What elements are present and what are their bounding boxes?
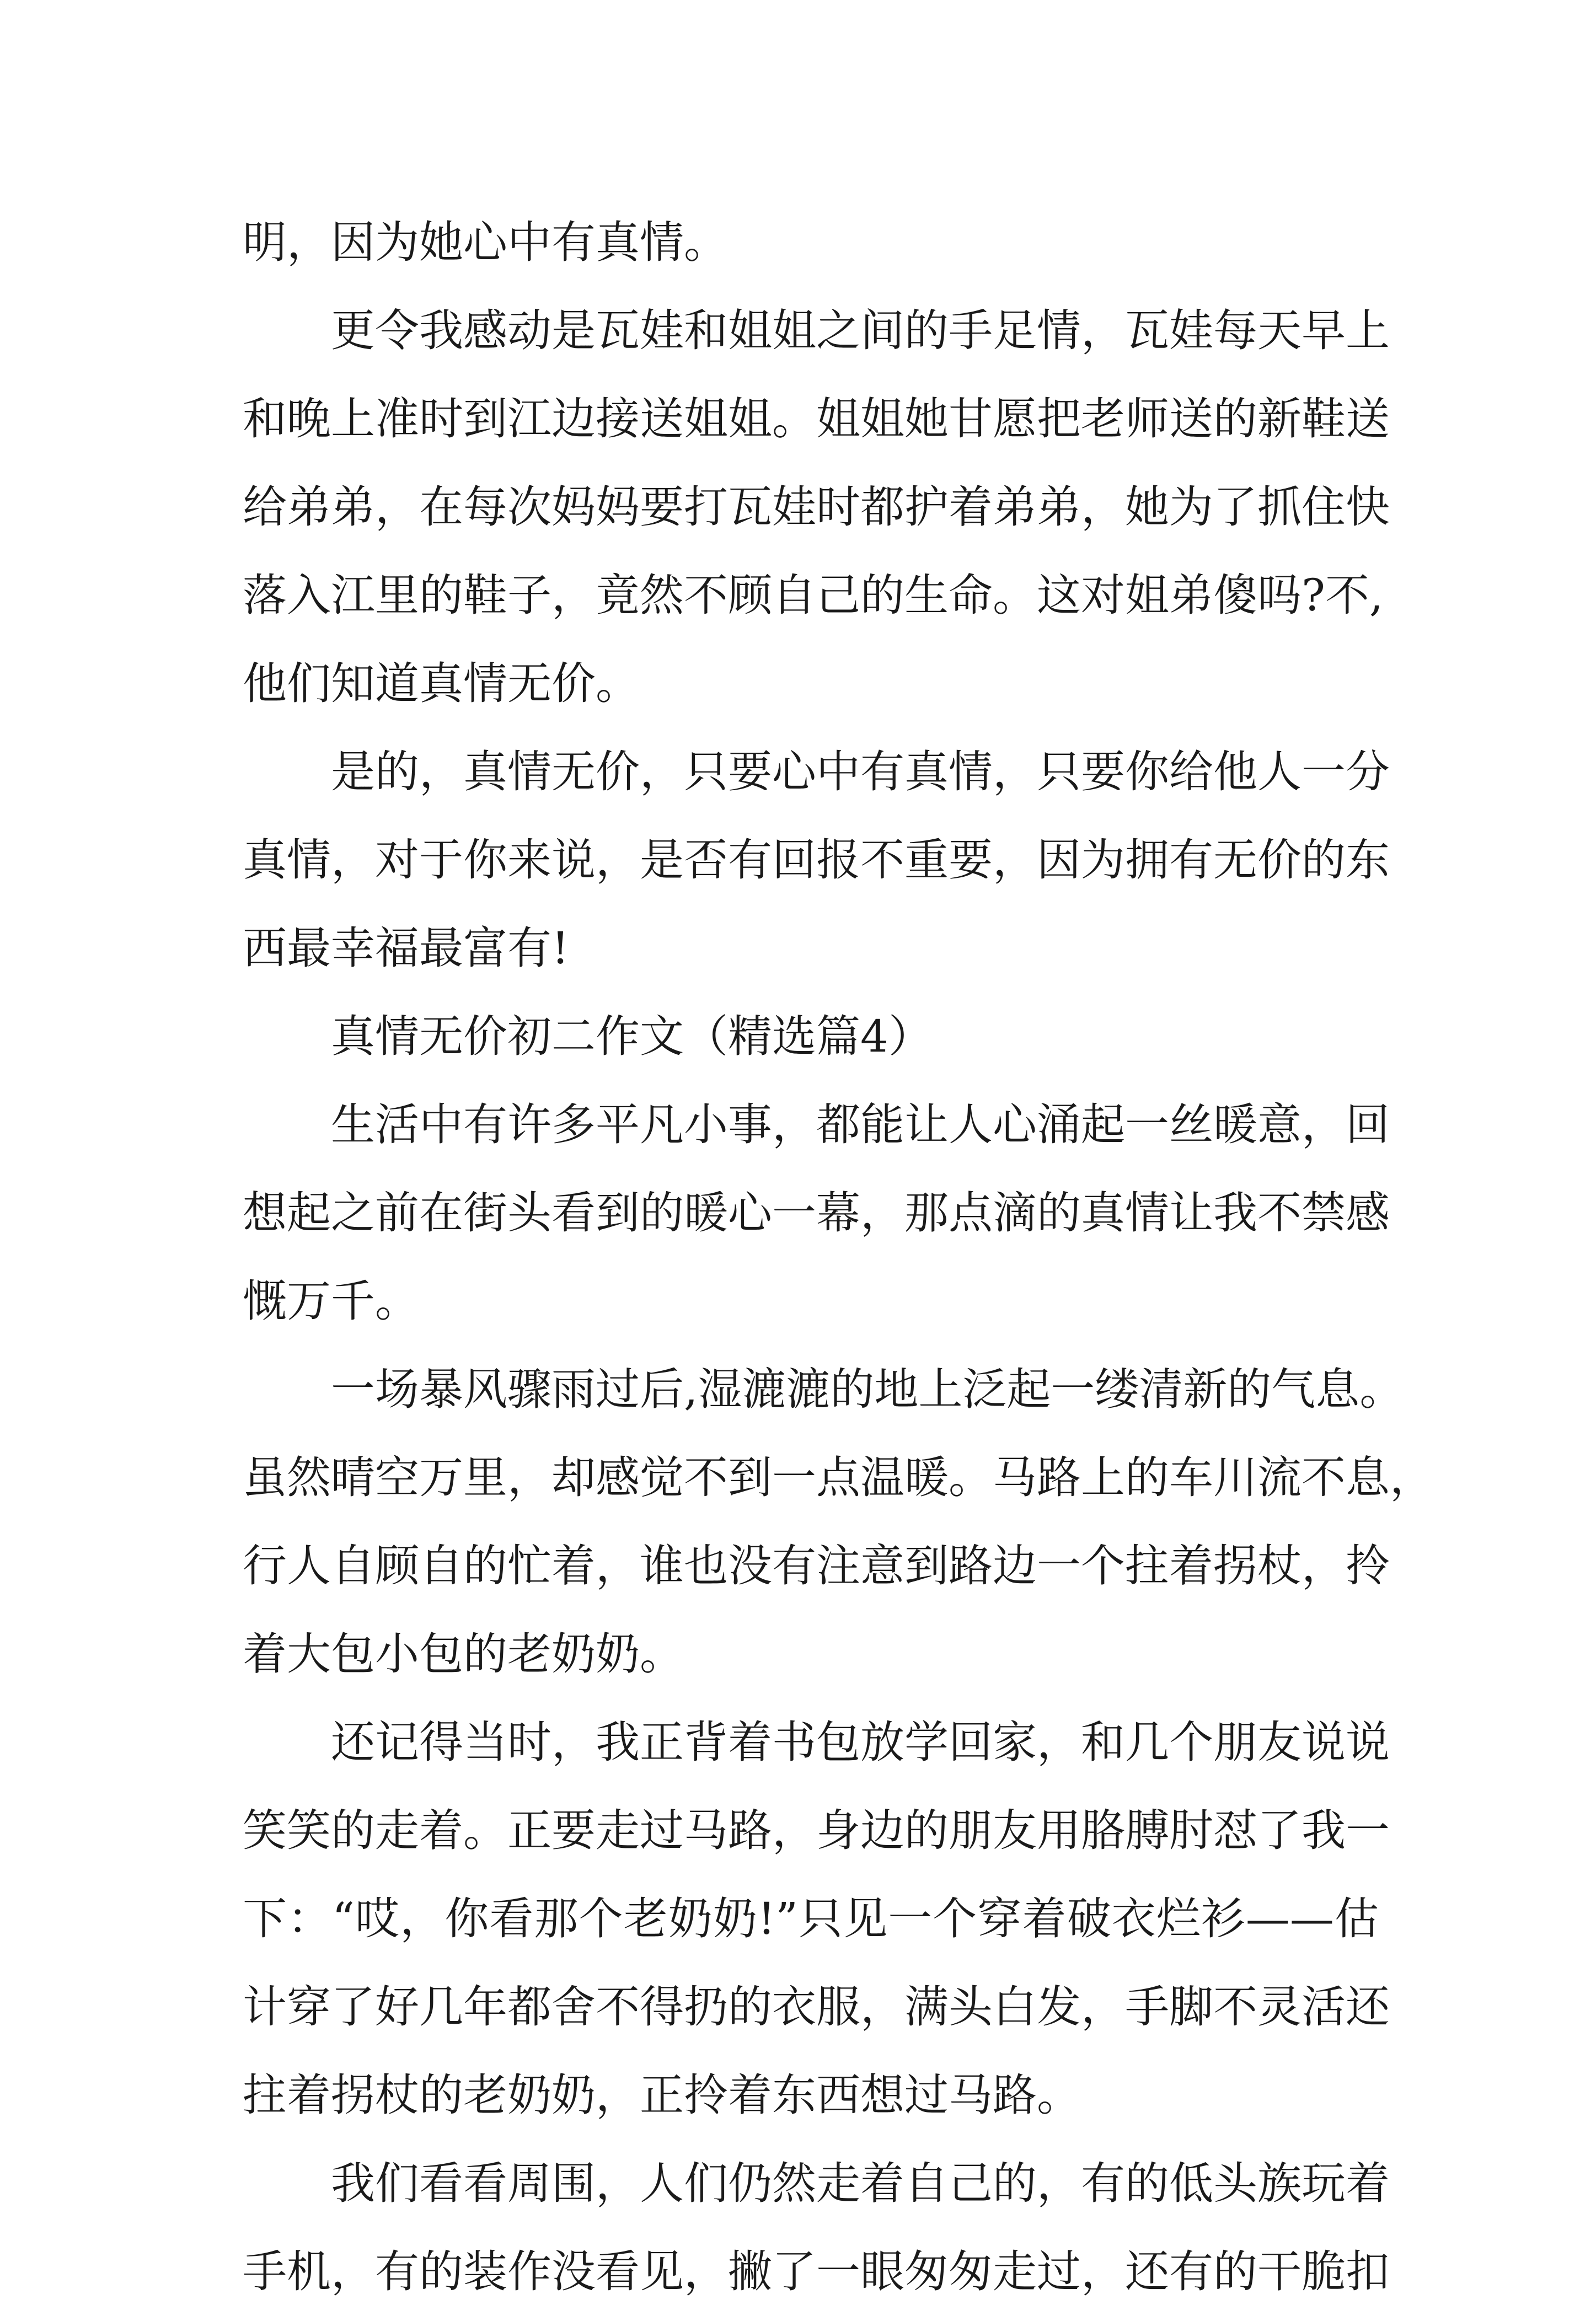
essay-body — [243, 199, 1434, 2316]
text-line: 虽然晴空万里，却感觉不到一点温暖。马路上的车川流不息， — [243, 1452, 1434, 1503]
paragraph-first-line: 我们看看周围，人们仍然走着自己的，有的低头族玩着 — [331, 2158, 1390, 2209]
text-line: 真情，对于你来说，是否有回报不重要，因为拥有无价的东 — [243, 834, 1390, 886]
paragraph-first-line: 更令我感动是瓦娃和姐姐之间的手足情，瓦娃每天早上 — [331, 305, 1390, 356]
text-line: 计穿了好几年都舍不得扔的衣服，满头白发，手脚不灵活还 — [243, 1981, 1390, 2033]
text-line: 着大包小包的老奶奶。 — [243, 1628, 684, 1680]
paragraph-first-line: 是的，真情无价，只要心中有真情，只要你给他人一分 — [331, 746, 1390, 797]
text-line: 手机，有的装作没看见，撇了一眼匆匆走过，还有的干脆扣 — [243, 2246, 1390, 2297]
paragraph-first-line: 还记得当时，我正背着书包放学回家，和几个朋友说说 — [331, 1717, 1390, 1768]
text-line: 行人自顾自的忙着，谁也没有注意到路边一个拄着拐杖，拎 — [243, 1540, 1390, 1591]
text-line: 他们知道真情无价。 — [243, 658, 640, 709]
text-line: 给弟弟，在每次妈妈要打瓦娃时都护着弟弟，她为了抓住快 — [243, 481, 1390, 533]
text-line: 拄着拐杖的老奶奶，正拎着东西想过马路。 — [243, 2070, 1081, 2121]
text-line: 明，因为她心中有真情。 — [243, 217, 728, 268]
paragraph-first-line: 生活中有许多平凡小事，都能让人心涌起一丝暖意，回 — [331, 1099, 1390, 1150]
text-line: 西最幸福最富有! — [243, 923, 570, 974]
text-line: 下：“哎，你看那个老奶奶!”只见一个穿着破衣烂衫——估 — [243, 1893, 1379, 1944]
text-line: 笑笑的走着。正要走过马路，身边的朋友用胳膊肘怼了我一 — [243, 1805, 1390, 1856]
text-line: 想起之前在街头看到的暖心一幕，那点滴的真情让我不禁感 — [243, 1187, 1390, 1239]
section-heading: 真情无价初二作文（精选篇4） — [331, 1011, 933, 1062]
paragraph-first-line: 一场暴风骤雨过后,湿漉漉的地上泛起一缕清新的气息。 — [331, 1364, 1404, 1415]
text-line: 和晚上准时到江边接送姐姐。姐姐她甘愿把老师送的新鞋送 — [243, 393, 1390, 444]
text-line: 落入江里的鞋子，竟然不顾自己的生命。这对姐弟傻吗?不, — [243, 570, 1384, 621]
text-line: 慨万千。 — [243, 1275, 419, 1327]
